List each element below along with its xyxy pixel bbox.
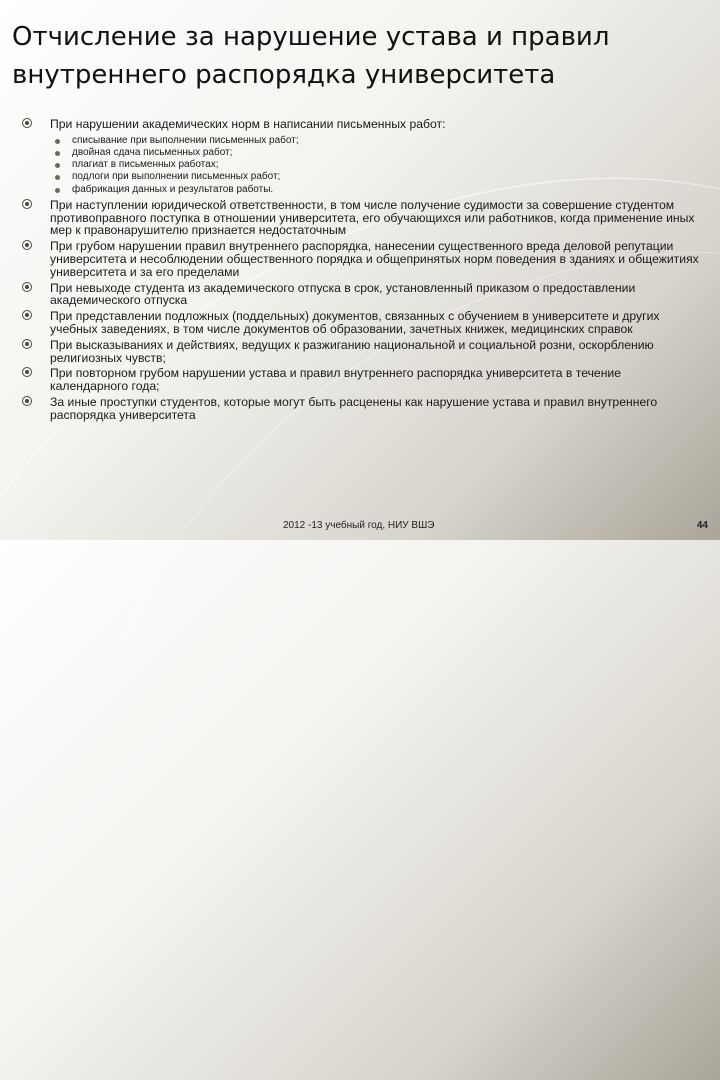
sub-list	[50, 135, 700, 196]
slide-title: Отчисление за нарушение устава и правил внутреннего распорядка университета	[12, 22, 610, 90]
circle-dot-icon	[22, 118, 32, 128]
list-item-text: При нарушении академических норм в написании письменных работ:	[50, 117, 446, 131]
circle-dot-icon	[22, 282, 32, 292]
sub-list-item: двойная сдача письменных работ;	[50, 147, 700, 159]
list-item-text: За иные проступки студентов, которые могут быть расценены как нарушение устава и правил внутреннего распорядка университета	[50, 394, 658, 422]
slide-content	[22, 118, 700, 425]
circle-dot-icon	[22, 199, 32, 209]
list-item-text: При повторном грубом нарушении устава и правил внутреннего распорядка университета в течение календарного года;	[50, 366, 622, 394]
list-item-text: При наступлении юридической ответственности, в том числе получение судимости за совершение студентом противоправного поступка в отношении университета, его обучающихся или работников, когда применение иных мер к правонарушителю признается недостаточным	[50, 197, 695, 238]
list-item-text: При грубом нарушении правил внутреннего распорядка, нанесении существенного вреда деловой репутации университета и несоблюдении общественного порядка и общепринятых норм поведения в зданиях и общежитиях университета и за его пределами	[50, 239, 699, 279]
sub-list-item: подлоги при выполнении письменных работ;	[50, 171, 700, 183]
list-item	[22, 199, 700, 237]
page-number: 44	[696, 520, 708, 531]
circle-dot-icon	[22, 367, 32, 377]
sub-list-item: плагиат в письменных работах;	[50, 159, 700, 171]
list-item-text: При невыходе студента из академического отпуска в срок, установленный приказом о предоставлении академического отпуска	[50, 280, 636, 308]
list-item-text: При представлении подложных (поддельных) документов, связанных с обучением в университете и других учебных заведениях, в том числе документов об образовании, зачетных книжек, медицинских справок	[50, 309, 660, 336]
list-item	[22, 118, 700, 196]
list-item	[22, 282, 700, 308]
circle-dot-icon	[22, 310, 32, 320]
list-item	[22, 367, 700, 393]
list-item	[22, 396, 700, 422]
sub-list-item: списывание при выполнении письменных работ;	[50, 135, 700, 147]
slide-footer: 2012 -13 учебный год, НИУ ВШЭ	[283, 520, 435, 531]
list-item-text: При высказываниях и действиях, ведущих к разжиганию национальной и социальной розни, оскорблению религиозных чувств;	[50, 337, 654, 365]
list-item	[22, 339, 700, 365]
circle-dot-icon	[22, 396, 32, 406]
list-item	[22, 310, 700, 336]
circle-dot-icon	[22, 240, 32, 250]
sub-list-item: фабрикация данных и результатов работы.	[50, 184, 700, 196]
list-item	[22, 240, 700, 278]
circle-dot-icon	[22, 339, 32, 349]
